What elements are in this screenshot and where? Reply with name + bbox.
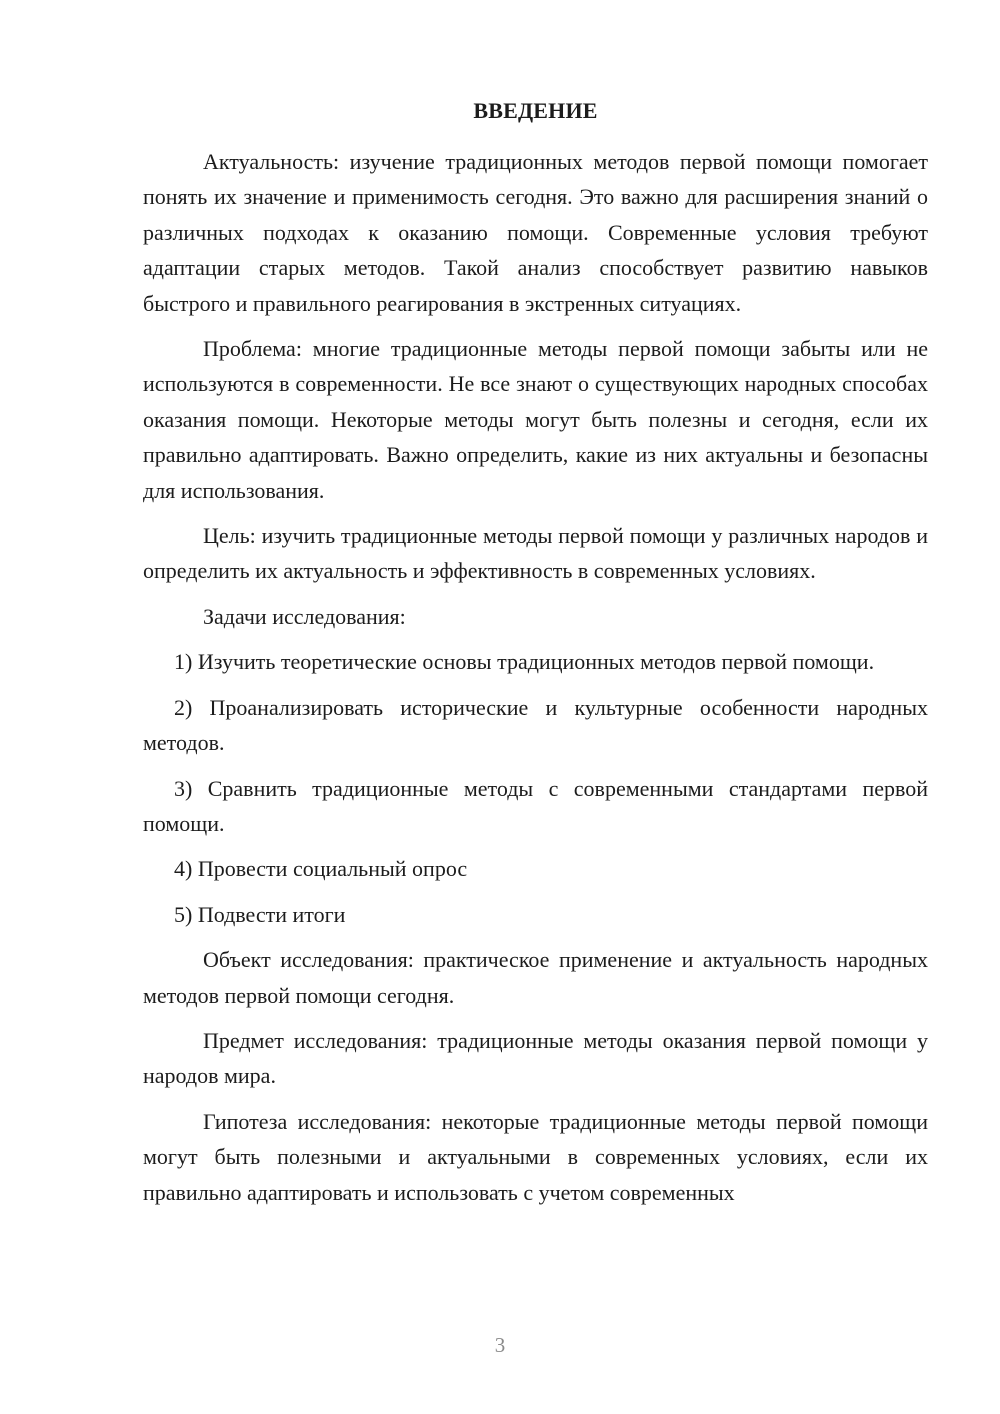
paragraph-hypothesis: Гипотеза исследования: некоторые традиционные методы первой помощи могут быть полезными и актуальными в современных условиях, если их правильно адаптировать и использовать с учетом современных [143, 1108, 928, 1205]
task-item-5: 5) Подвести итоги [174, 901, 346, 927]
paragraph-relevance: Актуальность: изучение традиционных методов первой помощи помогает понять их значение и применимость сегодня. Это важно для расширения знаний о различных подходах к оказанию помощи. Современные условия требуют адаптации старых методов. Такой анализ способствует развитию навыков быстрого и правильного реагирования в экстренных ситуациях. [143, 149, 928, 316]
page-number: 3 [494, 1333, 506, 1357]
paragraph-object: Объект исследования: практическое применение и актуальность народных методов первой помощи сегодня. [143, 947, 928, 1008]
task-item-3: 3) Сравнить традиционные методы с современными стандартами первой помощи. [143, 775, 928, 836]
section-title: ВВЕДЕНИЕ [473, 98, 598, 123]
task-item-1: 1) Изучить теоретические основы традиционных методов первой помощи. [174, 649, 875, 675]
task-item-4: 4) Провести социальный опрос [174, 856, 468, 882]
task-item-2: 2) Проанализировать исторические и культурные особенности народных методов. [143, 694, 928, 756]
paragraph-subject: Предмет исследования: традиционные методы оказания первой помощи у народов мира. [143, 1027, 928, 1089]
paragraph-problem: Проблема: многие традиционные методы первой помощи забыты или не используются в современности. Не все знают о существующих народных способах оказания помощи. Некоторые методы могут быть полезны и сегодня, если их правильно адаптировать. Важно определить, какие из них актуальны и безопасны для использования. [143, 336, 928, 503]
paragraph-tasks-heading: Задачи исследования: [203, 603, 406, 629]
paragraph-goal: Цель: изучить традиционные методы первой помощи у различных народов и определить их актуальность и эффективность в современных условиях. [143, 523, 928, 584]
page-content [143, 96, 928, 1220]
